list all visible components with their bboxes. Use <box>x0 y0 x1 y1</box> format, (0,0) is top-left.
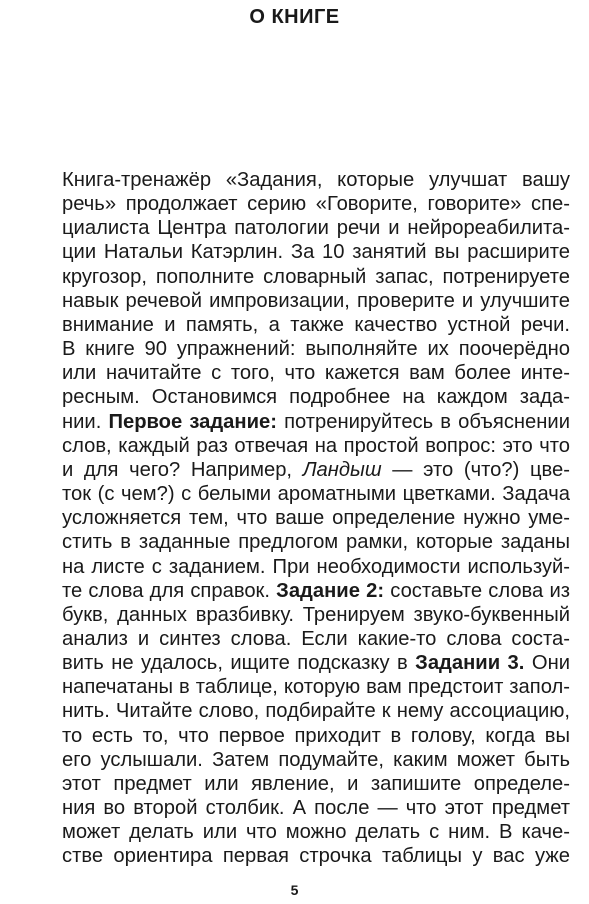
text-line <box>62 240 570 264</box>
italic-text: Ландыш <box>302 458 382 481</box>
text-line <box>62 313 570 337</box>
text-line <box>62 458 570 482</box>
text-segment: стве ориентира первая строчка таблицы у вас уже <box>62 845 570 868</box>
text-segment: стить в заданные предлогом рамки, которые заданы <box>62 531 570 554</box>
text-segment: его услышали. Затем подумайте, каким может быть <box>62 748 570 771</box>
text-segment: речь» продолжает серию «Говорите, говорите» спе- <box>62 193 570 216</box>
text-line <box>62 192 570 216</box>
text-segment: составьте слова из <box>384 579 570 602</box>
text-line <box>62 168 570 192</box>
text-segment: ния во второй столбик. А после — что этот предмет <box>62 797 570 820</box>
text-segment: навык речевой импровизации, проверите и улучшите <box>62 289 570 312</box>
text-line <box>62 844 570 868</box>
text-segment: нить. Читайте слово, подбирайте к нему ассоциацию, <box>62 700 570 723</box>
text-line <box>62 796 570 820</box>
text-line <box>62 724 570 748</box>
page-title: О КНИГЕ <box>249 6 340 28</box>
text-segment: то есть то, что первое приходит в голову, когда вы <box>62 724 570 747</box>
text-segment: внимание и память, а также качество устной речи. <box>62 313 570 336</box>
text-line <box>62 603 570 627</box>
text-line <box>62 361 570 385</box>
text-line <box>62 482 570 506</box>
text-line <box>62 410 570 434</box>
text-line <box>62 748 570 772</box>
bold-text: Первое задание: <box>108 410 277 433</box>
text-segment: ции Натальи Катэрлин. За 10 занятий вы расширите <box>62 241 570 264</box>
text-segment: потренируйтесь в объяснении <box>276 410 570 433</box>
text-segment: и для чего? Например, <box>62 458 303 481</box>
text-segment: Книга-тренажёр «Задания, которые улучшат вашу <box>62 169 570 191</box>
text-line <box>62 289 570 313</box>
text-segment: на листе с заданием. При необходимости используй- <box>62 555 570 578</box>
text-segment: — это (что?) цве- <box>381 458 570 481</box>
text-line <box>62 434 570 458</box>
text-segment: букв, данных вразбивку. Тренируем звуко-буквенный <box>62 603 570 626</box>
text-segment: усложняется тем, что ваше определение нужно уме- <box>62 507 570 530</box>
text-segment: те слова для справок. <box>62 579 277 602</box>
bold-text: Задание 2: <box>276 579 385 602</box>
text-segment: Они <box>524 652 570 675</box>
text-line <box>62 651 570 675</box>
text-segment: ресным. Остановимся подробнее на каждом зада- <box>62 386 570 409</box>
text-segment: циалиста Центра патологии речи и нейрореабилита- <box>62 217 570 240</box>
text-line <box>62 385 570 409</box>
text-segment: анализ и синтез слова. Если какие-то слова соста- <box>62 627 570 650</box>
text-segment: В книге 90 упражнений: выполняйте их поочерёдно <box>62 338 570 361</box>
text-segment: или начитайте с того, что кажется вам более инте- <box>62 362 570 385</box>
text-line <box>62 675 570 699</box>
text-line <box>62 555 570 579</box>
text-line <box>62 579 570 603</box>
text-segment: напечатаны в таблице, которую вам предстоит запол- <box>62 676 570 699</box>
text-line <box>62 627 570 651</box>
text-line <box>62 820 570 844</box>
text-segment: ток (с чем?) с белыми ароматными цветками. Задача <box>62 483 570 506</box>
text-line <box>62 216 570 240</box>
body-text <box>62 168 570 869</box>
text-segment: слов, каждый раз отвечая на простой вопрос: это что <box>62 434 570 457</box>
text-segment: этот предмет или явление, и запишите определе- <box>62 772 570 795</box>
text-line <box>62 265 570 289</box>
text-line <box>62 506 570 530</box>
text-segment: нии. <box>62 410 109 433</box>
text-segment: кругозор, пополните словарный запас, потренируете <box>62 265 570 288</box>
bold-text: Задании 3. <box>415 652 525 675</box>
text-segment: может делать или что можно делать с ним. В каче- <box>62 821 570 844</box>
text-segment: вить не удалось, ищите подсказку в <box>62 652 416 675</box>
text-line <box>62 530 570 554</box>
page-number: 5 <box>290 882 299 898</box>
text-line <box>62 337 570 361</box>
text-line <box>62 772 570 796</box>
text-line <box>62 699 570 723</box>
